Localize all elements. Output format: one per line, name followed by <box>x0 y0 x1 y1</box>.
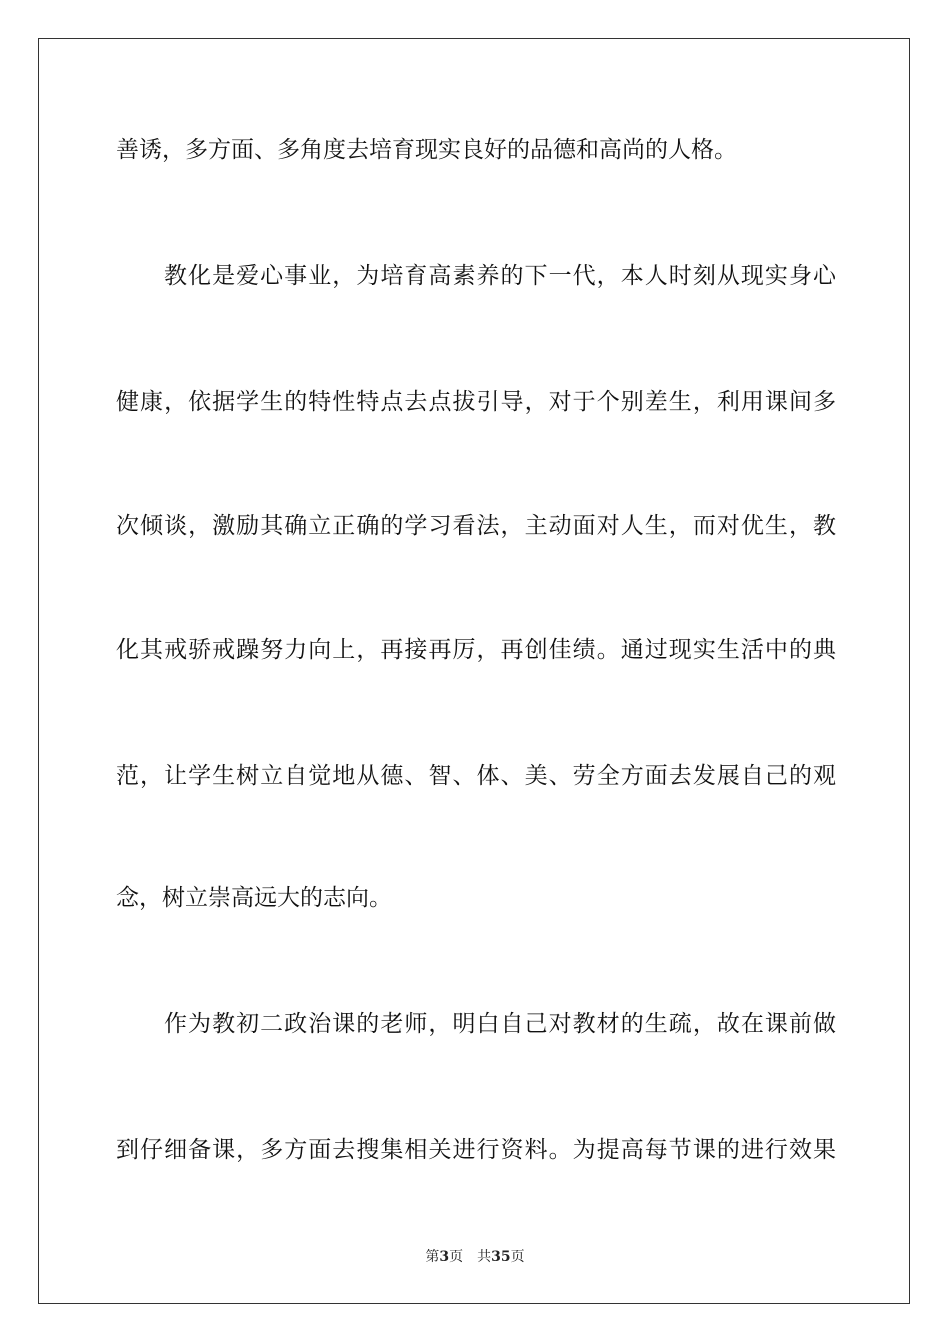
body-line-8: 作为教初二政治课的老师，明白自己对教材的生疏，故在课前做 <box>164 1011 836 1037</box>
page-frame <box>38 38 910 1304</box>
footer-page-prefix: 第 <box>425 1249 440 1265</box>
body-line-6: 范，让学生树立自觉地从德、智、体、美、劳全方面去发展自己的观 <box>116 763 836 789</box>
body-line-3: 健康，依据学生的特性特点去点拔引导，对于个别差生，利用课间多 <box>116 389 836 415</box>
footer-total-suffix: 页 <box>510 1249 525 1265</box>
body-line-7: 念，树立崇高远大的志向。 <box>116 885 392 911</box>
page-footer <box>0 1246 950 1268</box>
footer-page-current: 3 <box>439 1249 450 1265</box>
footer-page-total: 35 <box>491 1249 511 1265</box>
footer-total-prefix: 共 <box>477 1249 492 1265</box>
body-line-5: 化其戒骄戒躁努力向上，再接再厉，再创佳绩。通过现实生活中的典 <box>116 637 836 663</box>
body-line-1: 善诱，多方面、多角度去培育现实良好的品德和高尚的人格。 <box>116 137 737 163</box>
body-line-9: 到仔细备课，多方面去搜集相关进行资料。为提高每节课的进行效果 <box>116 1137 836 1163</box>
body-line-4: 次倾谈，激励其确立正确的学习看法，主动面对人生，而对优生，教 <box>116 513 836 539</box>
body-line-2: 教化是爱心事业，为培育高素养的下一代，本人时刻从现实身心 <box>164 263 836 289</box>
footer-page-suffix: 页 <box>449 1249 464 1265</box>
